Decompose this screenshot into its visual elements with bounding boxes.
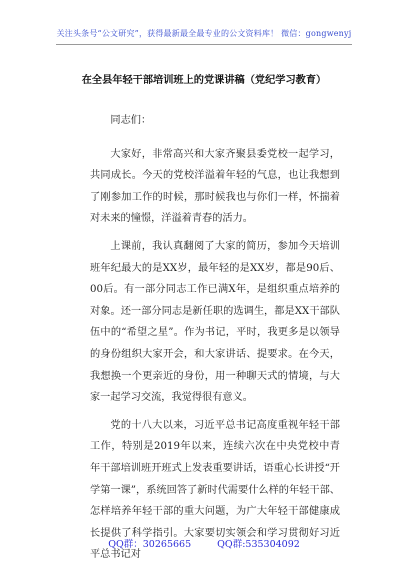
document-body xyxy=(90,110,340,566)
body-paragraph-2: 上课前，我认真翻阅了大家的简历，参加今天培训班年纪最大的是XX岁，最年轻的是XX岁，都是90后、00后。有一部分同志工作已满X年，是组织重点培养的对象。还一部分同志是新任职的选调生，都是XX干部队伍中的“希望之星”。作为书记，平时，我更多是以领导的身份组织大家开会，和大家讲话、提要求。在今天，我想换一个更亲近的身份，用一种聊天式的情境，与大家一起学习交流，我觉得很有意义。 xyxy=(90,240,340,404)
body-paragraph-1: 大家好，非常高兴和大家齐聚县委党校一起学习，共同成长。今天的党校洋溢着年轻的气息，也让我想到了刚参加工作的时候，那时候我也与你们一样，怀揣着对未来的憧憬，洋溢着青春的活力。 xyxy=(90,148,340,225)
footer-qq-group-2: QQ群:535304092 xyxy=(217,539,300,550)
body-paragraph-3: 党的十八大以来，习近平总书记高度重视年轻干部工作，特别是2019年以来，连续六次在中央党校中青年干部培训班开班式上发表重要讲话，语重心长讲授“开学第一课”，系统回答了新时代需要什么样的年轻干部、怎样培养年轻干部的重大问题，为广大年轻干部健康成长提供了科学指引。大家要切实领会和学习贯彻好习近平总书记对 xyxy=(90,419,340,561)
salutation: 同志们： xyxy=(110,115,152,126)
header-promo-text: 关注头条号“公文研究”，获得最新最全最专业的公文资料库！ 微信：gongwenyj xyxy=(56,29,352,38)
document-title: 在全县年轻干部培训班上的党课讲稿（党纪学习教育） xyxy=(81,74,327,86)
header-divider xyxy=(56,44,352,45)
footer-contact xyxy=(0,536,408,550)
footer-qq-group-1: QQ群：30265665 xyxy=(108,539,192,550)
